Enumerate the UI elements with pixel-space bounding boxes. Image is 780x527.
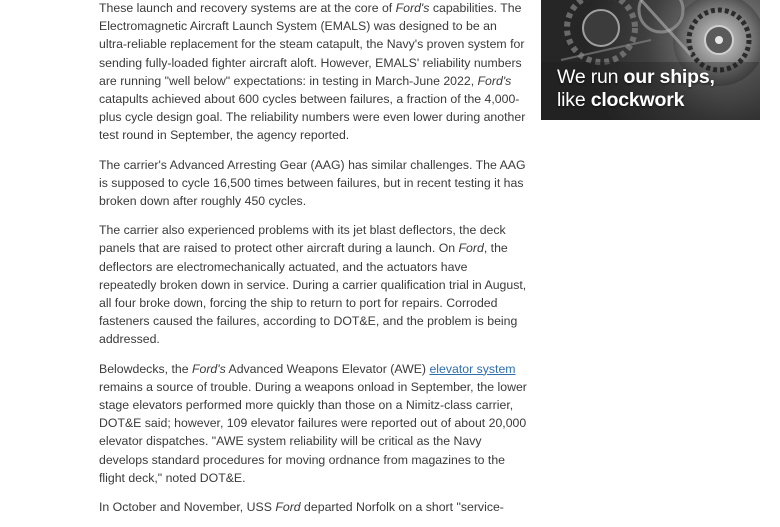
advertisement-banner[interactable]: [541, 0, 760, 120]
text: Belowdecks, the: [99, 361, 192, 376]
ad-text-bold: our ships,: [623, 66, 715, 88]
ad-text-bold: clockwork: [590, 89, 685, 111]
ship-name: Ford's: [395, 1, 430, 15]
paragraph-blast-deflectors: [99, 221, 527, 348]
article-body: [99, 0, 527, 527]
ad-text: like: [557, 89, 591, 111]
ship-name: Ford: [458, 241, 484, 256]
text: These launch and recovery systems are at the core of: [99, 1, 396, 15]
text: remains a source of trouble. During a weapons onload in September, the lower stage elevators performed more quickly than those on a Nimitz-class carrier, DOT&E said; however, 109 elevator failures were reported out of about 20,000 elevator dispatches. "AWE system reliability will be critical as the Navy develops standard procedures for moving ordnance from magazines to the flight deck," noted DOT&E.: [99, 379, 527, 485]
text: , the deflectors are electromechanically actuated, and the actuators have repeatedly broken down in service. During a carrier qualification trial in August, all four broke down, forcing the ship to return to port for repairs. Corroded fasteners caused the failures, according to DOT&E, and the problem is being addressed.: [99, 241, 527, 347]
text: catapults achieved about 600 cycles between failures, a fraction of the 4,000-plus cycle design goal. The reliability numbers were even lower during another test round in September, the agency reported.: [99, 92, 526, 143]
elevator-system-link[interactable]: elevator system: [429, 361, 516, 376]
ad-text: We run: [557, 66, 624, 88]
text: capabilities. The Electromagnetic Aircraft Launch System (EMALS) was designed to be an ultra-reliable replacement for the steam catapult, the Navy's proven system for sending fully-loaded fighter aircraft aloft. However, EMALS' reliability numbers are running "well below" expectations: in testing in March-June 2022,: [99, 1, 525, 88]
text: The carrier also experienced problems with its jet blast deflectors, the deck panels that are raised to protect other aircraft during a launch. On: [99, 223, 506, 256]
text: In October and November, USS: [99, 500, 276, 515]
text: Advanced Weapons Elevator (AWE): [225, 361, 430, 376]
text: departed Norfolk on a short "service-: [300, 500, 504, 515]
ship-name: Ford's: [191, 361, 226, 376]
paragraph-launch-systems: [99, 0, 527, 145]
paragraph-arresting-gear: The carrier's Advanced Arresting Gear (AAG) has similar challenges. The AAG is supposed to cycle 16,500 times between failures, but in recent testing it has broken down after roughly 450 cycles.: [99, 157, 526, 209]
ship-name: Ford: [275, 500, 301, 515]
ship-name: Ford's: [477, 73, 512, 88]
paragraph-departure: [99, 498, 527, 516]
ad-headline: [557, 66, 757, 112]
paragraph-weapons-elevator: [99, 360, 527, 487]
